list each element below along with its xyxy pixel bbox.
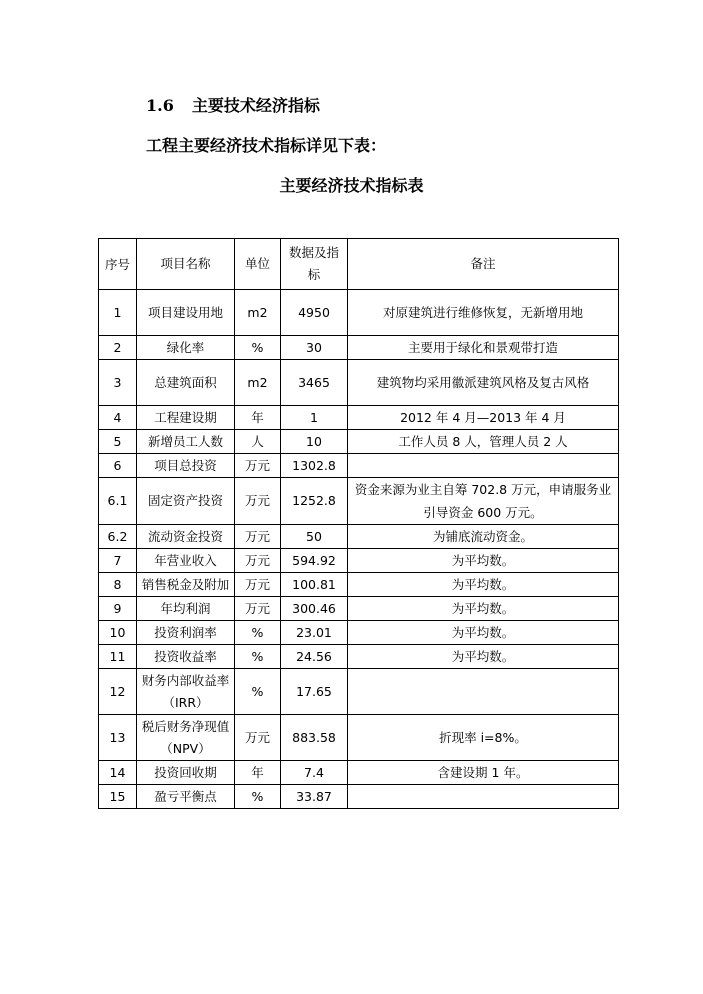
cell-unit: %	[235, 785, 281, 809]
cell-note: 为铺底流动资金。	[348, 525, 619, 549]
cell-value: 24.56	[281, 645, 348, 669]
cell-seq: 8	[99, 573, 137, 597]
cell-value: 594.92	[281, 549, 348, 573]
cell-unit: 万元	[235, 597, 281, 621]
cell-unit: 万元	[235, 478, 281, 525]
cell-unit: 年	[235, 406, 281, 430]
table-row	[99, 454, 619, 478]
table-row	[99, 478, 619, 525]
indicators-table	[98, 238, 619, 809]
cell-value: 1252.8	[281, 478, 348, 525]
cell-seq: 14	[99, 761, 137, 785]
cell-seq: 5	[99, 430, 137, 454]
header-note: 备注	[348, 239, 619, 290]
table-row	[99, 573, 619, 597]
cell-value: 17.65	[281, 669, 348, 715]
cell-value: 50	[281, 525, 348, 549]
cell-seq: 7	[99, 549, 137, 573]
table-row	[99, 290, 619, 336]
cell-note	[348, 785, 619, 809]
cell-note	[348, 669, 619, 715]
table-row	[99, 669, 619, 715]
table-row	[99, 715, 619, 761]
section-title: 主要技术经济指标	[191, 96, 320, 115]
cell-seq: 4	[99, 406, 137, 430]
section-number: 1.6	[146, 96, 174, 115]
table-row	[99, 430, 619, 454]
cell-name: 销售税金及附加	[137, 573, 235, 597]
header-seq: 序号	[99, 239, 137, 290]
cell-note: 工作人员 8 人，管理人员 2 人	[348, 430, 619, 454]
cell-seq: 12	[99, 669, 137, 715]
cell-value: 23.01	[281, 621, 348, 645]
section-heading	[146, 94, 320, 118]
cell-note: 为平均数。	[348, 549, 619, 573]
header-name: 项目名称	[137, 239, 235, 290]
intro-text: 工程主要经济技术指标详见下表：	[146, 136, 387, 155]
cell-seq: 9	[99, 597, 137, 621]
cell-name: 投资回收期	[137, 761, 235, 785]
cell-note: 为平均数。	[348, 573, 619, 597]
table-row	[99, 597, 619, 621]
cell-unit: %	[235, 621, 281, 645]
cell-unit: 人	[235, 430, 281, 454]
cell-unit: 年	[235, 761, 281, 785]
cell-name: 总建筑面积	[137, 360, 235, 406]
table-row	[99, 785, 619, 809]
cell-unit: 万元	[235, 454, 281, 478]
cell-unit: %	[235, 669, 281, 715]
cell-note: 折现率 i=8%。	[348, 715, 619, 761]
cell-unit: 万元	[235, 573, 281, 597]
cell-value: 7.4	[281, 761, 348, 785]
cell-name: 绿化率	[137, 336, 235, 360]
cell-value: 1302.8	[281, 454, 348, 478]
cell-value: 3465	[281, 360, 348, 406]
cell-name: 财务内部收益率（IRR）	[137, 669, 235, 715]
table-row	[99, 336, 619, 360]
cell-value: 100.81	[281, 573, 348, 597]
table-row	[99, 621, 619, 645]
cell-seq: 15	[99, 785, 137, 809]
cell-value: 300.46	[281, 597, 348, 621]
cell-note: 为平均数。	[348, 597, 619, 621]
cell-unit: 万元	[235, 525, 281, 549]
table-row	[99, 549, 619, 573]
cell-seq: 1	[99, 290, 137, 336]
table-title: 主要经济技术指标表	[279, 176, 424, 195]
cell-name: 流动资金投资	[137, 525, 235, 549]
cell-name: 固定资产投资	[137, 478, 235, 525]
cell-value: 1	[281, 406, 348, 430]
table-row	[99, 761, 619, 785]
cell-name: 项目总投资	[137, 454, 235, 478]
cell-value: 30	[281, 336, 348, 360]
cell-seq: 3	[99, 360, 137, 406]
cell-note: 建筑物均采用徽派建筑风格及复古风格	[348, 360, 619, 406]
cell-name: 税后财务净现值（NPV）	[137, 715, 235, 761]
cell-name: 新增员工人数	[137, 430, 235, 454]
cell-name: 年营业收入	[137, 549, 235, 573]
cell-seq: 10	[99, 621, 137, 645]
cell-unit: %	[235, 645, 281, 669]
cell-name: 投资收益率	[137, 645, 235, 669]
cell-note	[348, 454, 619, 478]
cell-unit: %	[235, 336, 281, 360]
header-value: 数据及指标	[281, 239, 348, 290]
cell-note: 为平均数。	[348, 621, 619, 645]
cell-value: 4950	[281, 290, 348, 336]
cell-note: 资金来源为业主自筹 702.8 万元，申请服务业引导资金 600 万元。	[348, 478, 619, 525]
table-row	[99, 406, 619, 430]
cell-value: 33.87	[281, 785, 348, 809]
cell-name: 项目建设用地	[137, 290, 235, 336]
cell-seq: 11	[99, 645, 137, 669]
cell-note: 为平均数。	[348, 645, 619, 669]
cell-name: 工程建设期	[137, 406, 235, 430]
cell-note: 2012 年 4 月—2013 年 4 月	[348, 406, 619, 430]
table-row	[99, 645, 619, 669]
cell-value: 10	[281, 430, 348, 454]
cell-note: 对原建筑进行维修恢复，无新增用地	[348, 290, 619, 336]
cell-seq: 6.1	[99, 478, 137, 525]
table-row	[99, 525, 619, 549]
cell-seq: 2	[99, 336, 137, 360]
cell-name: 投资利润率	[137, 621, 235, 645]
cell-unit: 万元	[235, 715, 281, 761]
cell-name: 盈亏平衡点	[137, 785, 235, 809]
header-unit: 单位	[235, 239, 281, 290]
cell-seq: 6	[99, 454, 137, 478]
cell-note: 含建设期 1 年。	[348, 761, 619, 785]
cell-name: 年均利润	[137, 597, 235, 621]
table-row	[99, 360, 619, 406]
cell-seq: 13	[99, 715, 137, 761]
cell-seq: 6.2	[99, 525, 137, 549]
cell-unit: m2	[235, 360, 281, 406]
cell-unit: 万元	[235, 549, 281, 573]
cell-note: 主要用于绿化和景观带打造	[348, 336, 619, 360]
table-header-row	[99, 239, 619, 290]
cell-unit: m2	[235, 290, 281, 336]
cell-value: 883.58	[281, 715, 348, 761]
